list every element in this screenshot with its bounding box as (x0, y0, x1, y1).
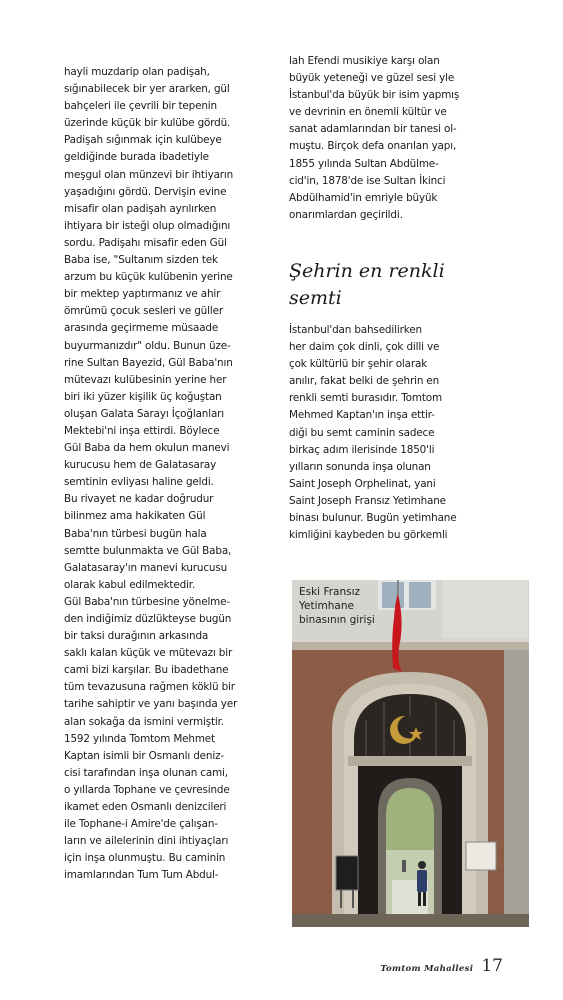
section-heading (289, 258, 519, 312)
text-line: Mektebi'ni inşa ettirdi. Böylece (64, 424, 220, 437)
text-line: renkli semti burasıdır. Tomtom (289, 392, 442, 405)
text-line: ile Tophane-i Amire'de çalışan- (64, 818, 218, 831)
text-line: Saint Joseph Orphelinat, yani (289, 477, 436, 490)
text-line: alan sokağa da ismini vermiştir. (64, 715, 224, 728)
text-line: o yıllarda Tophane ve çevresinde (64, 783, 230, 796)
photo-caption-line: Yetimhane (299, 600, 354, 612)
right-text-column-middle (289, 322, 519, 544)
text-line: kimliğini kaybeden bu görkemli (289, 529, 448, 542)
orphanage-entrance-photo (292, 580, 529, 927)
photo-illustration (292, 580, 529, 927)
text-line: için inşa olunmuştu. Bu caminin (64, 852, 226, 865)
text-line: Abdülhamid'in emriyle büyük (289, 191, 438, 204)
text-line: birkaç adım ilerisinde 1850'li (289, 443, 435, 456)
text-line: biri iki yüzer kişilik üç koğuştan (64, 390, 222, 403)
text-line: her daim çok dinli, çok dilli ve (289, 341, 440, 354)
text-line: bir taksi durağının arkasında (64, 630, 209, 643)
text-line: İstanbul'dan bahsedilirken (289, 324, 422, 336)
text-line: buyurmanızdır" oldu. Bunun üze- (64, 339, 231, 352)
page-number: 17 (481, 956, 503, 976)
text-line: sordu. Padişahı misafir eden Gül (64, 236, 227, 249)
text-line: misafir olan padişah ayrılırken (64, 202, 217, 215)
text-line: ikamet eden Osmanlı denizcileri (64, 801, 227, 814)
text-line: muştu. Birçok defa onarılan yapı, (289, 140, 457, 153)
text-line: üzerinde küçük bir kulübe gördü. (64, 117, 231, 130)
text-line: hayli muzdarip olan padişah, (64, 66, 210, 78)
text-line: çok kültürlü bir şehir olarak (289, 358, 428, 371)
text-line: bir mektep yaptırmanız ve ahir (64, 288, 221, 301)
text-line: Mehmed Kaptan'ın inşa ettir- (289, 409, 435, 422)
text-line: cisi tarafından inşa olunan cami, (64, 766, 228, 779)
text-line: binası bulunur. Bugün yetimhane (289, 512, 457, 525)
text-line: Saint Joseph Fransız Yetimhane (289, 494, 446, 507)
text-line: Kaptan isimli bir Osmanlı deniz- (64, 749, 224, 762)
text-line: bilinmez ama hakikaten Gül (64, 510, 206, 523)
text-line: Galatasaray'ın manevi kurucusu (64, 561, 228, 574)
photo-caption-line: Eski Fransız (299, 586, 361, 598)
text-line: ihtiyara bir isteği olup olmadığını (64, 219, 231, 232)
text-line: meşgul olan münzevi bir ihtiyarın (64, 168, 234, 181)
text-line: olarak kabul edilmektedir. (64, 578, 196, 591)
text-line: geldiğinde burada ibadetiyle (64, 151, 209, 164)
text-line: Bu rivayet ne kadar doğrudur (64, 493, 214, 506)
text-line: anılır, fakat belki de şehrin en (289, 375, 440, 388)
text-line: tarihe sahiptir ve yanı başında yer (64, 698, 238, 711)
photo-caption-line: binasının girişi (299, 614, 375, 626)
text-line: arzum bu küçük kulübenin yerine (64, 271, 233, 284)
running-footer-title: Tomtom Mahallesi (380, 964, 474, 974)
text-line: rine Sultan Bayezid, Gül Baba'nın (64, 356, 233, 369)
text-line: oluşan Galata Sarayı İçoğlanları (64, 407, 225, 420)
section-heading-line: Şehrin en renkli (289, 260, 445, 282)
text-line: Gül Baba'nın türbesine yönelme- (64, 595, 230, 608)
text-line: büyük yeteneği ve güzel sesi yle (289, 72, 455, 85)
text-line: onarımlardan geçirildi. (289, 208, 403, 221)
text-line: sanat adamlarından bir tanesi ol- (289, 123, 457, 136)
text-line: 1592 yılında Tomtom Mehmet (64, 732, 215, 745)
text-line: kurucusu hem de Galatasaray (64, 459, 217, 472)
text-line: lah Efendi musikiye karşı olan (289, 55, 440, 67)
section-heading-line: semti (289, 287, 342, 309)
text-line: cami bizi karşılar. Bu ibadethane (64, 664, 229, 677)
text-line: saklı kalan küçük ve mütevazı bir (64, 647, 233, 660)
text-line: den indiğimiz düzlükteyse bugün (64, 613, 232, 625)
text-line: mütevazı kulübesinin yerine her (64, 373, 227, 386)
page-footer (380, 956, 503, 976)
text-line: yılların sonunda inşa olunan (289, 460, 431, 473)
text-line: ve devrinin en önemli kültür ve (289, 106, 447, 119)
text-line: sığınabilecek bir yer ararken, gül (64, 83, 230, 96)
text-line: bahçeleri ile çevrili bir tepenin (64, 100, 217, 113)
text-line: diği bu semt caminin sadece (289, 426, 435, 439)
photo-caption (299, 585, 375, 627)
text-line: ömrümü çocuk sesleri ve güller (64, 305, 223, 318)
text-line: Baba'nın türbesi bugün hala (64, 527, 207, 540)
text-line: İstanbul'da büyük bir isim yapmış (289, 89, 460, 102)
text-line: semtinin evliyası haline geldi. (64, 476, 214, 489)
text-line: 1855 yılında Sultan Abdülme- (289, 157, 439, 170)
text-line: tüm tevazusuna rağmen köklü bir (64, 681, 235, 694)
text-line: cid'in, 1878'de ise Sultan İkinci (289, 174, 446, 187)
text-line: Baba ise, "Sultanım sizden tek (64, 254, 218, 267)
text-line: semtte bulunmakta ve Gül Baba, (64, 544, 232, 557)
text-line: arasında geçirmeme müsaade (64, 322, 219, 335)
text-line: yaşadığını gördü. Dervişin evine (64, 185, 227, 198)
left-text-column (64, 64, 282, 885)
text-line: imamlarından Tum Tum Abdul- (64, 869, 219, 882)
right-text-column-top (289, 53, 519, 224)
text-line: Gül Baba da hem okulun manevi (64, 442, 230, 455)
text-line: ların ve ailelerinin dini ihtiyaçları (64, 835, 229, 848)
text-line: Padişah sığınmak için kulübeye (64, 134, 222, 147)
